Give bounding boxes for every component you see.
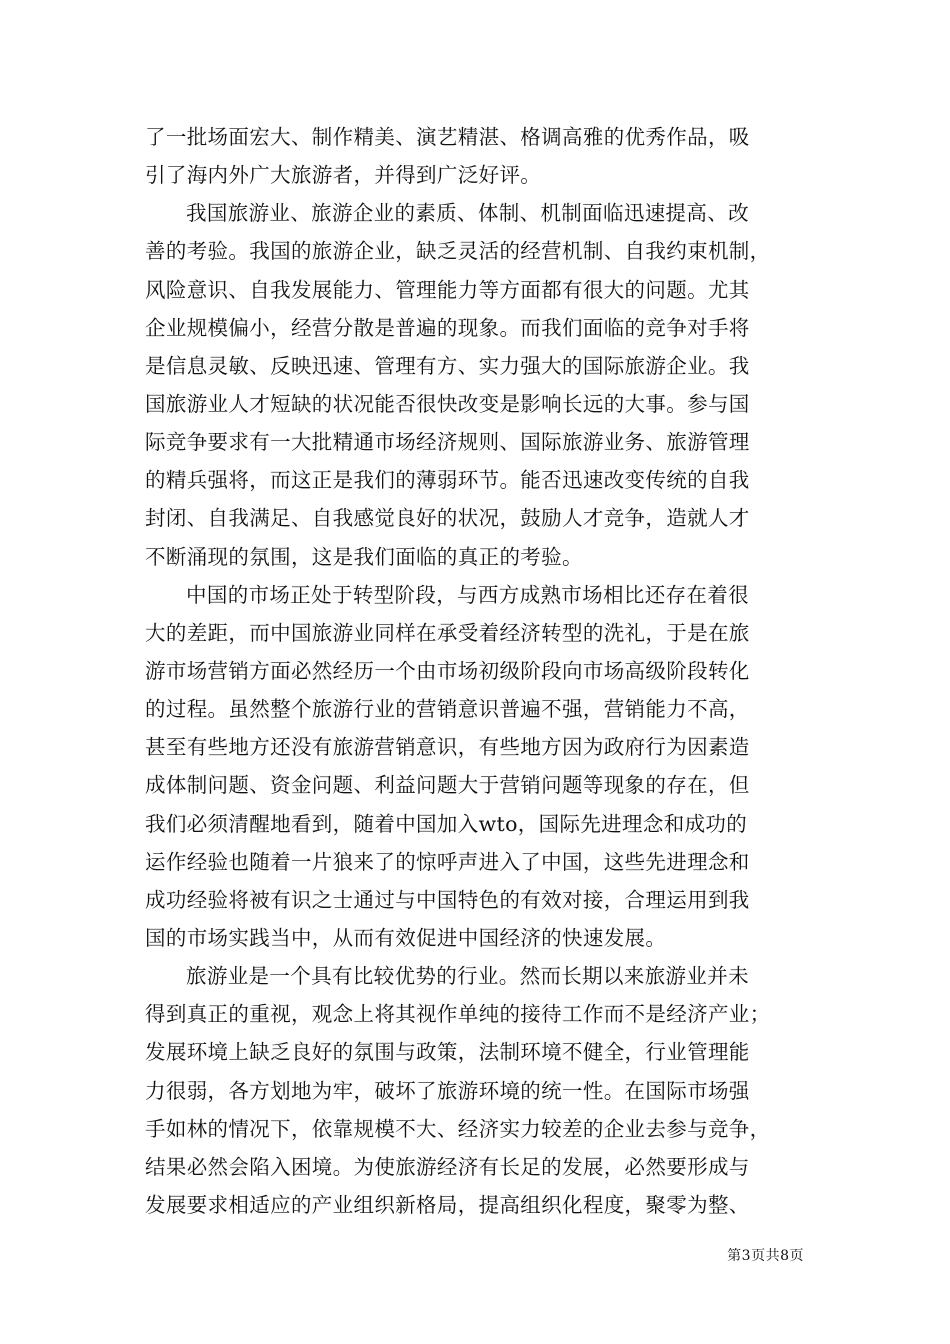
text-line: 国的市场实践当中，从而有效促进中国经济的快速发展。 — [145, 925, 667, 950]
text-line: 的过程。虽然整个旅游行业的营销意识普遍不强，营销能力不高， — [145, 697, 750, 722]
page-number-footer: 第3页共8页 — [727, 1248, 804, 1264]
text-line: 际竞争要求有一大批精通市场经济规则、国际旅游业务、旅游管理 — [145, 430, 750, 455]
text-line: 我们必须清醒地看到，随着中国加入wto，国际先进理念和成功的 — [145, 811, 748, 836]
text-line: 风险意识、自我发展能力、管理能力等方面都有很大的问题。尤其 — [145, 277, 750, 302]
text-line: 的精兵强将，而这正是我们的薄弱环节。能否迅速改变传统的自我 — [145, 468, 750, 493]
text-line: 引了海内外广大旅游者，并得到广泛好评。 — [145, 163, 542, 188]
text-line: 得到真正的重视，观念上将其视作单纯的接待工作而不是经济产业； — [145, 1002, 771, 1027]
text-line: 力很弱，各方划地为牢，破坏了旅游环境的统一性。在国际市场强 — [145, 1078, 750, 1103]
text-line: 手如林的情况下，依靠规模不大、经济实力较差的企业去参与竞争， — [145, 1116, 771, 1141]
paragraph-start-line: 中国的市场正处于转型阶段，与西方成熟市场相比还存在着很 — [186, 582, 749, 607]
paragraph-start-line: 旅游业是一个具有比较优势的行业。然而长期以来旅游业并未 — [186, 964, 749, 989]
text-line: 运作经验也随着一片狼来了的惊呼声进入了中国，这些先进理念和 — [145, 849, 750, 874]
text-line: 国旅游业人才短缺的状况能否很快改变是影响长远的大事。参与国 — [145, 391, 750, 416]
paragraph-start-line: 我国旅游业、旅游企业的素质、体制、机制面临迅速提高、改 — [186, 201, 749, 226]
text-line: 成功经验将被有识之士通过与中国特色的有效对接，合理运用到我 — [145, 887, 750, 912]
text-line: 游市场营销方面必然经历一个由市场初级阶段向市场高级阶段转化 — [145, 658, 750, 683]
text-line: 发展要求相适应的产业组织新格局，提高组织化程度，聚零为整、 — [145, 1192, 750, 1217]
text-line: 企业规模偏小，经营分散是普遍的现象。而我们面临的竞争对手将 — [145, 315, 750, 340]
text-line: 了一批场面宏大、制作精美、演艺精湛、格调高雅的优秀作品，吸 — [145, 125, 750, 149]
text-line: 成体制问题、资金问题、利益问题大于营销问题等现象的存在，但 — [145, 773, 750, 798]
text-line: 甚至有些地方还没有旅游营销意识，有些地方因为政府行为因素造 — [145, 735, 750, 760]
text-line: 结果必然会陷入困境。为使旅游经济有长足的发展，必然要形成与 — [145, 1154, 750, 1179]
body-text — [145, 118, 815, 1224]
text-line: 封闭、自我满足、自我感觉良好的状况，鼓励人才竞争，造就人才 — [145, 506, 750, 531]
text-line: 是信息灵敏、反映迅速、管理有方、实力强大的国际旅游企业。我 — [145, 353, 750, 378]
text-line: 善的考验。我国的旅游企业，缺乏灵活的经营机制、自我约束机制， — [145, 239, 771, 264]
text-line: 不断涌现的氛围，这是我们面临的真正的考验。 — [145, 544, 583, 569]
text-line: 发展环境上缺乏良好的氛围与政策，法制环境不健全，行业管理能 — [145, 1040, 750, 1065]
text-line: 大的差距，而中国旅游业同样在承受着经济转型的洗礼，于是在旅 — [145, 620, 750, 645]
